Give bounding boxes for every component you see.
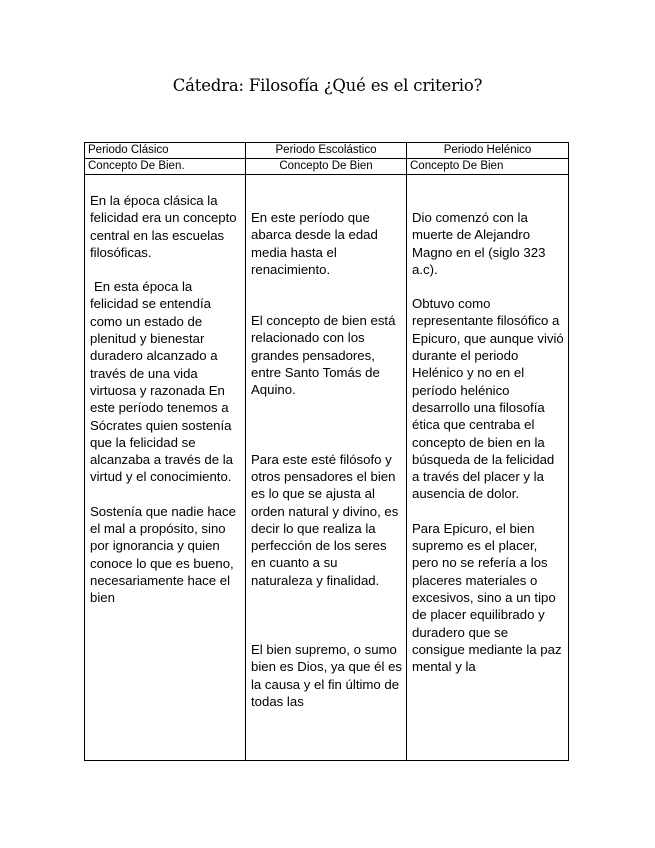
escolastico-paragraph: Para este esté filósofo y otros pensadores el bien es lo que se ajusta al orden natural y divino, es decir lo que realiza la perfección de los seres en cuanto a su naturaleza y finalidad. [251,451,399,588]
subheader-row [85,159,569,175]
escolastico-paragraph: El bien supremo, o sumo bien es Dios, ya que él es la causa y el fin último de todas las [251,642,402,709]
helenico-paragraph: Para Epicuro, el bien supremo es el placer, pero no se refería a los placeres materiales o excesivos, sino a un tipo de placer equilibrado y duradero que se consigue mediante la paz mental y la [412,520,562,675]
clasico-paragraph: En la época clásica la felicidad era un concepto central en las escuelas filosóficas. [90,193,237,260]
subheader-clasico: Concepto De Bien. [85,159,246,175]
page-title: Cátedra: Filosofía ¿Qué es el criterio? [172,76,483,95]
escolastico-paragraph: El concepto de bien está relacionado con los grandes pensadores, entre Santo Tomás de Aquino. [251,313,396,398]
subheader-helenico: Concepto De Bien [407,159,569,175]
helenico-paragraph: Dio comenzó con la muerte de Alejandro Magno en el (siglo 323 a.c). [412,210,546,277]
header-row [85,143,569,159]
header-helenico: Periodo Helénico [407,143,569,159]
cell-escolastico [246,175,407,761]
clasico-paragraph: Sostenía que nadie hace el mal a propósito, sino por ignorancia y quien conoce lo que es bueno, necesariamente hace el bien [90,503,236,606]
cell-helenico [407,175,569,761]
subheader-escolastico: Concepto De Bien [246,159,407,175]
helenico-paragraph: Obtuvo como representante filosófico a Epicuro, que aunque vivió durante el periodo Helénico y no en el período helénico desarrollo una filosofía ética que centraba el concepto de bien en la búsqueda de la felicidad a través del placer y la ausencia de dolor. [412,296,564,502]
escolastico-paragraph: En este período que abarca desde la edad media hasta el renacimiento. [251,210,378,277]
philosophy-table [84,142,569,761]
cell-clasico [85,175,246,761]
header-escolastico: Periodo Escolástico [246,143,407,159]
header-clasico: Periodo Clásico [85,143,246,159]
content-row [85,175,569,761]
clasico-paragraph: En esta época la felicidad se entendía como un estado de plenitud y bienestar duradero alcanzado a través de una vida virtuosa y razonada En este período tenemos a Sócrates quien sostenía que la felicidad se alcanzaba a través de la virtud y el conocimiento. [90,279,233,485]
